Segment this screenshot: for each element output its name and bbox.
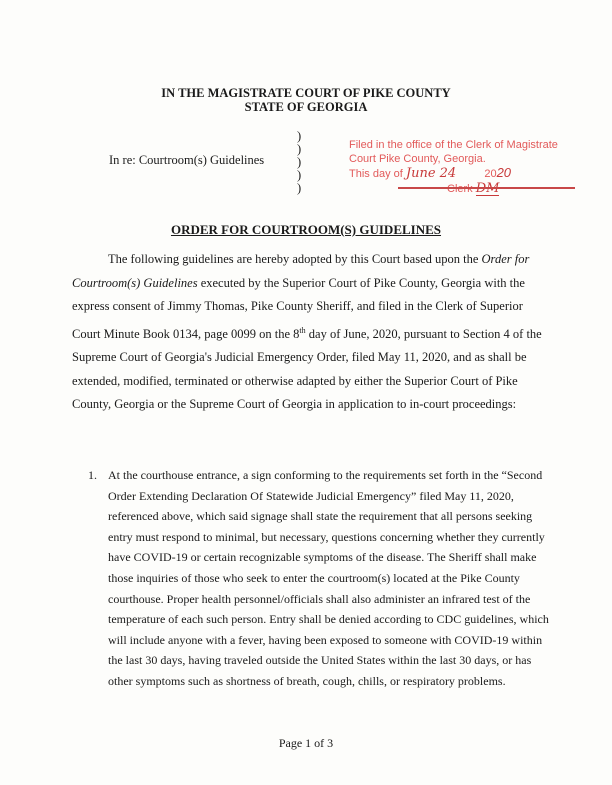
page-number: Page 1 of 3 [278,736,334,750]
guideline-list [88,465,558,692]
paren: ) [297,168,302,182]
stamp-underline [398,187,575,189]
paren: ) [297,181,302,195]
stamp-line-1: Filed in the office of the Clerk of Magistrate [349,139,558,151]
intro-text-3: day of June, 2020, pursuant to Section 4 of the Supreme Court of Georgia's Judicial Emergency Order, filed May 11, 2020, and as shall be extended, modified, terminated or otherwise adapted by either the Superior Court of Pike County, Georgia or the Supreme Court of Georgia in application to in-court proceedings: [72,326,542,412]
court-name: IN THE MAGISTRATE COURT OF PIKE COUNTY [161,86,451,100]
paren: ) [297,142,302,156]
stamp-line-2: Court Pike County, Georgia. [349,152,486,165]
paren: ) [297,155,302,169]
item-text: At the courthouse entrance, a sign conforming to the requirements set forth in the “Second Order Extending Declaration Of Statewide Judicial Emergency” filed May 11, 2020, referenced above, which said signage shall state the requirement that all persons seeking entry must respond to minimal, but necessary, questions concerning whether they currently have COVID-19 or certain recognizable symptoms of the disease. The Sheriff shall make those inquiries of those who seek to enter the courtroom(s) located at the Pike County courthouse. Proper health personnel/officials shall also administer an infrared test of the temperature of each such person. Entry shall be denied according to CDC guidelines, which will include anyone with a fever, having been exposed to someone with COVID-19 within the last 30 days, having traveled outside the United States within the last 30 days, or has other symptoms such as shortness of breath, cough, chills, or respiratory problems. [108,468,549,688]
caption-parens [297,130,301,195]
paren: ) [297,129,302,143]
state-name: STATE OF GEORGIA [244,100,368,114]
intro-text-2: executed by the Superior Court of Pike County, Georgia with the express consent of Jimmy Thomas, Pike County Sheriff, and filed in the Clerk of Superior Court Minute Book 0134, page 0099 on the 8 [72,275,525,341]
stamp-line-3 [349,166,558,182]
order-title: ORDER FOR COURTROOM(S) GUIDELINES [170,222,442,237]
case-caption: In re: Courtroom(s) Guidelines [109,153,265,167]
intro-superscript: th [299,325,306,335]
intro-text-1: The following guidelines are hereby adopted by this Court based upon the [108,252,482,266]
list-item [88,465,558,692]
stamp-year-prefix: 20 [484,168,497,180]
intro-italic: Order for Courtroom(s) Guidelines [72,252,530,290]
stamp-day-label: This day of [349,168,403,180]
handwritten-date: June 24 [405,166,457,181]
item-number: 1. [88,468,97,482]
intro-paragraph [72,248,544,417]
handwritten-year: 20 [496,165,512,180]
